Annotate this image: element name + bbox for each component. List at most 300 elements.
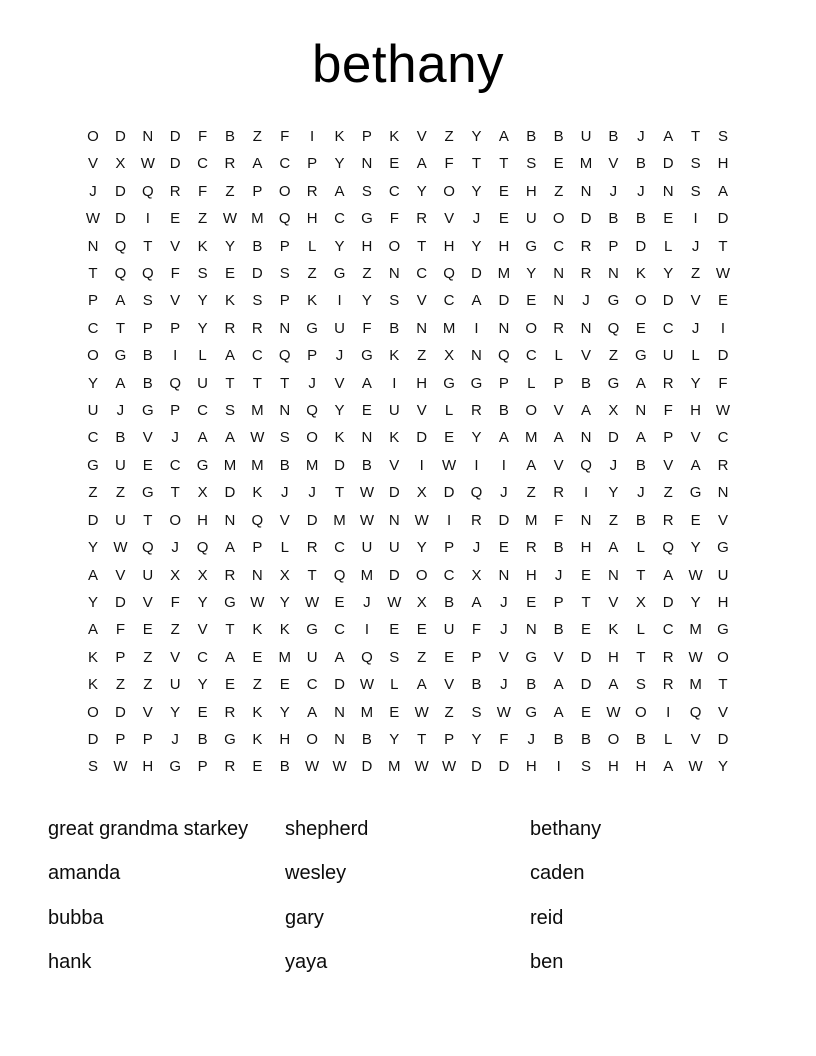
- letter-cell[interactable]: D: [114, 703, 126, 721]
- letter-cell[interactable]: W: [250, 429, 265, 447]
- letter-cell[interactable]: O: [278, 182, 291, 200]
- letter-cell[interactable]: N: [608, 265, 619, 283]
- letter-cell[interactable]: H: [608, 648, 619, 666]
- letter-cell[interactable]: N: [580, 319, 592, 337]
- letter-cell[interactable]: U: [142, 566, 154, 584]
- letter-cell[interactable]: A: [553, 429, 564, 447]
- letter-cell[interactable]: M: [305, 456, 319, 474]
- letter-cell[interactable]: L: [444, 402, 454, 420]
- letter-cell[interactable]: H: [279, 730, 291, 748]
- letter-cell[interactable]: B: [635, 210, 646, 228]
- letter-cell[interactable]: Y: [690, 593, 701, 611]
- letter-cell[interactable]: I: [556, 758, 561, 776]
- letter-cell[interactable]: O: [169, 511, 182, 529]
- letter-cell[interactable]: S: [142, 292, 153, 310]
- letter-cell[interactable]: D: [114, 182, 126, 200]
- letter-cell[interactable]: Z: [143, 676, 153, 694]
- letter-cell[interactable]: R: [471, 511, 482, 529]
- letter-cell[interactable]: B: [224, 128, 235, 145]
- letter-cell[interactable]: U: [580, 128, 592, 145]
- letter-cell[interactable]: S: [471, 703, 482, 721]
- letter-cell[interactable]: F: [444, 155, 454, 173]
- letter-cell[interactable]: S: [635, 676, 646, 694]
- letter-cell[interactable]: H: [416, 374, 428, 392]
- letter-cell[interactable]: D: [608, 429, 619, 447]
- letter-cell[interactable]: A: [115, 292, 126, 310]
- letter-cell[interactable]: U: [197, 374, 208, 392]
- word-list-item[interactable]: yaya: [285, 951, 328, 974]
- letter-cell[interactable]: Y: [197, 593, 208, 611]
- letter-cell[interactable]: S: [389, 292, 400, 310]
- letter-cell[interactable]: F: [197, 182, 208, 200]
- letter-cell[interactable]: B: [142, 347, 153, 365]
- letter-cell[interactable]: P: [361, 128, 372, 145]
- letter-cell[interactable]: J: [472, 539, 481, 557]
- letter-cell[interactable]: B: [197, 730, 208, 748]
- letter-cell[interactable]: T: [252, 374, 262, 392]
- letter-cell[interactable]: T: [143, 511, 153, 529]
- letter-cell[interactable]: E: [581, 703, 592, 721]
- letter-cell[interactable]: P: [88, 292, 99, 310]
- letter-cell[interactable]: R: [224, 758, 236, 776]
- letter-cell[interactable]: V: [170, 292, 181, 310]
- letter-cell[interactable]: D: [635, 237, 647, 255]
- letter-cell[interactable]: Z: [417, 347, 427, 365]
- letter-cell[interactable]: E: [498, 182, 509, 200]
- letter-cell[interactable]: J: [500, 676, 508, 694]
- letter-cell[interactable]: Q: [141, 265, 154, 283]
- letter-cell[interactable]: F: [362, 319, 372, 337]
- letter-cell[interactable]: D: [580, 210, 592, 228]
- letter-cell[interactable]: Q: [662, 539, 675, 557]
- letter-cell[interactable]: X: [635, 593, 646, 611]
- letter-cell[interactable]: K: [608, 621, 619, 639]
- letter-cell[interactable]: A: [252, 155, 263, 173]
- letter-cell[interactable]: D: [87, 730, 99, 748]
- letter-cell[interactable]: G: [361, 347, 373, 365]
- letter-cell[interactable]: N: [224, 511, 236, 529]
- letter-cell[interactable]: J: [308, 374, 316, 392]
- letter-cell[interactable]: T: [334, 484, 345, 502]
- letter-cell[interactable]: H: [608, 758, 619, 776]
- letter-cell[interactable]: M: [333, 511, 346, 529]
- letter-cell[interactable]: R: [169, 182, 181, 200]
- letter-cell[interactable]: C: [388, 182, 400, 200]
- letter-cell[interactable]: A: [334, 648, 345, 666]
- word-list-item[interactable]: gary: [285, 906, 324, 929]
- letter-cell[interactable]: N: [87, 237, 99, 255]
- letter-cell[interactable]: G: [306, 319, 318, 337]
- letter-cell[interactable]: I: [720, 319, 726, 337]
- letter-cell[interactable]: R: [525, 539, 537, 557]
- letter-cell[interactable]: Q: [580, 456, 592, 474]
- letter-cell[interactable]: D: [662, 292, 674, 310]
- letter-cell[interactable]: T: [636, 648, 646, 666]
- letter-cell[interactable]: I: [337, 292, 342, 310]
- letter-cell[interactable]: L: [390, 676, 399, 694]
- letter-cell[interactable]: G: [717, 621, 729, 639]
- letter-cell[interactable]: G: [525, 648, 538, 666]
- letter-cell[interactable]: C: [169, 456, 181, 474]
- letter-cell[interactable]: B: [389, 319, 400, 337]
- letter-cell[interactable]: L: [307, 237, 317, 255]
- letter-cell[interactable]: Z: [225, 182, 235, 200]
- letter-cell[interactable]: Y: [197, 319, 208, 337]
- letter-cell[interactable]: W: [387, 593, 402, 611]
- letter-cell[interactable]: J: [609, 182, 618, 200]
- letter-cell[interactable]: Y: [717, 758, 728, 776]
- letter-cell[interactable]: Q: [141, 182, 154, 200]
- letter-cell[interactable]: N: [388, 511, 400, 529]
- letter-cell[interactable]: V: [690, 429, 701, 447]
- letter-cell[interactable]: O: [87, 128, 99, 145]
- letter-cell[interactable]: Z: [444, 703, 454, 721]
- letter-cell[interactable]: N: [580, 511, 592, 529]
- letter-cell[interactable]: H: [690, 402, 702, 420]
- letter-cell[interactable]: D: [251, 265, 263, 283]
- letter-cell[interactable]: D: [471, 758, 482, 776]
- letter-cell[interactable]: B: [498, 402, 509, 420]
- letter-cell[interactable]: X: [279, 566, 290, 584]
- letter-cell[interactable]: R: [662, 511, 674, 529]
- letter-cell[interactable]: M: [360, 566, 374, 584]
- letter-cell[interactable]: R: [662, 374, 674, 392]
- letter-cell[interactable]: A: [416, 676, 427, 694]
- letter-cell[interactable]: N: [580, 182, 592, 200]
- letter-cell[interactable]: W: [305, 758, 320, 776]
- letter-cell[interactable]: J: [637, 128, 645, 145]
- letter-cell[interactable]: Y: [197, 292, 208, 310]
- letter-cell[interactable]: J: [472, 210, 481, 228]
- word-list-item[interactable]: bubba: [48, 906, 104, 929]
- letter-cell[interactable]: C: [525, 347, 537, 365]
- letter-cell[interactable]: N: [635, 402, 647, 420]
- letter-cell[interactable]: W: [715, 402, 731, 420]
- letter-cell[interactable]: S: [88, 758, 99, 776]
- letter-cell[interactable]: G: [607, 374, 620, 392]
- letter-cell[interactable]: A: [224, 648, 235, 666]
- letter-cell[interactable]: M: [579, 155, 593, 173]
- letter-cell[interactable]: R: [224, 703, 236, 721]
- letter-cell[interactable]: T: [225, 374, 235, 392]
- letter-cell[interactable]: E: [252, 758, 263, 776]
- letter-cell[interactable]: F: [499, 730, 509, 748]
- letter-cell[interactable]: T: [718, 237, 728, 255]
- letter-cell[interactable]: H: [498, 237, 510, 255]
- letter-cell[interactable]: D: [114, 593, 126, 611]
- letter-cell[interactable]: N: [416, 319, 428, 337]
- letter-cell[interactable]: G: [443, 374, 455, 392]
- letter-cell[interactable]: G: [525, 703, 538, 721]
- letter-cell[interactable]: W: [688, 758, 703, 776]
- letter-cell[interactable]: M: [278, 648, 291, 666]
- letter-cell[interactable]: K: [334, 429, 345, 447]
- letter-cell[interactable]: A: [197, 429, 208, 447]
- letter-cell[interactable]: T: [691, 128, 701, 145]
- letter-cell[interactable]: C: [334, 210, 345, 228]
- letter-cell[interactable]: I: [447, 511, 452, 529]
- letter-cell[interactable]: G: [717, 539, 729, 557]
- letter-cell[interactable]: V: [690, 292, 701, 310]
- letter-cell[interactable]: B: [553, 730, 564, 748]
- letter-cell[interactable]: Q: [498, 347, 510, 365]
- letter-cell[interactable]: E: [279, 676, 290, 694]
- letter-cell[interactable]: B: [553, 128, 564, 145]
- letter-cell[interactable]: E: [170, 210, 181, 228]
- letter-cell[interactable]: W: [332, 758, 347, 776]
- letter-cell[interactable]: I: [474, 319, 479, 337]
- letter-cell[interactable]: P: [115, 730, 126, 748]
- letter-cell[interactable]: P: [553, 374, 564, 392]
- letter-cell[interactable]: B: [635, 730, 646, 748]
- letter-cell[interactable]: N: [279, 402, 291, 420]
- letter-cell[interactable]: W: [305, 593, 320, 611]
- letter-cell[interactable]: B: [553, 621, 564, 639]
- letter-cell[interactable]: W: [442, 456, 457, 474]
- letter-cell[interactable]: P: [471, 648, 482, 666]
- letter-cell[interactable]: K: [88, 648, 99, 666]
- letter-cell[interactable]: I: [419, 456, 424, 474]
- letter-cell[interactable]: V: [88, 155, 99, 173]
- letter-cell[interactable]: B: [526, 128, 537, 145]
- letter-cell[interactable]: U: [525, 210, 537, 228]
- letter-cell[interactable]: C: [416, 265, 428, 283]
- letter-cell[interactable]: C: [87, 429, 99, 447]
- letter-cell[interactable]: D: [443, 484, 455, 502]
- letter-cell[interactable]: I: [501, 456, 506, 474]
- letter-cell[interactable]: E: [553, 155, 564, 173]
- letter-cell[interactable]: X: [471, 566, 482, 584]
- letter-cell[interactable]: V: [142, 703, 153, 721]
- letter-cell[interactable]: D: [717, 347, 729, 365]
- letter-cell[interactable]: E: [498, 539, 509, 557]
- letter-cell[interactable]: P: [170, 319, 181, 337]
- letter-cell[interactable]: G: [169, 758, 182, 776]
- letter-cell[interactable]: A: [663, 566, 674, 584]
- letter-cell[interactable]: O: [443, 182, 455, 200]
- letter-cell[interactable]: O: [552, 210, 565, 228]
- letter-cell[interactable]: A: [115, 374, 126, 392]
- letter-cell[interactable]: V: [717, 511, 728, 529]
- letter-cell[interactable]: T: [581, 593, 591, 611]
- letter-cell[interactable]: C: [553, 237, 565, 255]
- letter-cell[interactable]: T: [636, 566, 646, 584]
- letter-cell[interactable]: H: [635, 758, 647, 776]
- letter-cell[interactable]: D: [87, 511, 99, 529]
- letter-cell[interactable]: I: [310, 128, 315, 145]
- letter-cell[interactable]: U: [662, 347, 674, 365]
- letter-cell[interactable]: E: [224, 676, 235, 694]
- letter-cell[interactable]: A: [608, 676, 619, 694]
- letter-cell[interactable]: Y: [88, 374, 99, 392]
- letter-cell[interactable]: V: [197, 621, 208, 639]
- letter-cell[interactable]: R: [224, 155, 236, 173]
- letter-cell[interactable]: D: [498, 511, 510, 529]
- letter-cell[interactable]: Z: [608, 511, 619, 529]
- letter-cell[interactable]: U: [361, 539, 373, 557]
- letter-cell[interactable]: Y: [416, 182, 427, 200]
- letter-cell[interactable]: R: [306, 182, 318, 200]
- letter-cell[interactable]: Q: [278, 347, 291, 365]
- letter-cell[interactable]: L: [198, 347, 207, 365]
- letter-cell[interactable]: Y: [690, 539, 701, 557]
- letter-cell[interactable]: H: [580, 539, 592, 557]
- letter-cell[interactable]: T: [88, 265, 98, 283]
- letter-cell[interactable]: A: [581, 402, 592, 420]
- letter-cell[interactable]: V: [663, 456, 674, 474]
- letter-cell[interactable]: W: [414, 703, 429, 721]
- letter-cell[interactable]: I: [474, 456, 479, 474]
- letter-cell[interactable]: E: [334, 593, 345, 611]
- letter-cell[interactable]: A: [526, 456, 537, 474]
- letter-cell[interactable]: G: [470, 374, 483, 392]
- letter-cell[interactable]: A: [334, 182, 345, 200]
- letter-cell[interactable]: D: [224, 484, 236, 502]
- letter-cell[interactable]: Q: [114, 237, 127, 255]
- letter-cell[interactable]: A: [224, 347, 235, 365]
- letter-cell[interactable]: B: [444, 593, 455, 611]
- letter-cell[interactable]: Q: [333, 566, 346, 584]
- letter-cell[interactable]: V: [115, 566, 126, 584]
- letter-cell[interactable]: X: [416, 484, 427, 502]
- letter-cell[interactable]: N: [662, 182, 674, 200]
- letter-cell[interactable]: Z: [252, 676, 262, 694]
- letter-cell[interactable]: Y: [416, 539, 427, 557]
- letter-cell[interactable]: A: [553, 703, 564, 721]
- letter-cell[interactable]: E: [224, 265, 235, 283]
- letter-cell[interactable]: M: [497, 265, 511, 283]
- letter-cell[interactable]: P: [115, 648, 126, 666]
- letter-cell[interactable]: N: [553, 292, 565, 310]
- letter-cell[interactable]: R: [553, 484, 565, 502]
- letter-cell[interactable]: O: [306, 730, 318, 748]
- letter-cell[interactable]: O: [388, 237, 401, 255]
- letter-cell[interactable]: Y: [224, 237, 235, 255]
- letter-cell[interactable]: Y: [471, 429, 482, 447]
- word-list-item[interactable]: amanda: [48, 862, 121, 885]
- letter-cell[interactable]: Y: [663, 265, 674, 283]
- letter-cell[interactable]: Y: [608, 484, 619, 502]
- letter-cell[interactable]: Y: [88, 539, 99, 557]
- letter-cell[interactable]: D: [662, 593, 674, 611]
- letter-cell[interactable]: H: [361, 237, 373, 255]
- letter-cell[interactable]: G: [224, 730, 236, 748]
- letter-cell[interactable]: Z: [526, 484, 536, 502]
- letter-cell[interactable]: X: [416, 593, 427, 611]
- letter-cell[interactable]: F: [554, 511, 564, 529]
- letter-cell[interactable]: G: [87, 456, 99, 474]
- letter-cell[interactable]: E: [581, 566, 592, 584]
- letter-cell[interactable]: M: [251, 402, 264, 420]
- letter-cell[interactable]: N: [717, 484, 729, 502]
- letter-cell[interactable]: S: [690, 155, 701, 173]
- letter-cell[interactable]: D: [580, 648, 592, 666]
- letter-cell[interactable]: U: [87, 402, 99, 420]
- letter-cell[interactable]: G: [634, 347, 647, 365]
- letter-cell[interactable]: F: [718, 374, 728, 392]
- letter-cell[interactable]: V: [416, 402, 427, 420]
- letter-cell[interactable]: T: [115, 319, 125, 337]
- letter-cell[interactable]: R: [471, 402, 482, 420]
- letter-cell[interactable]: J: [116, 402, 125, 420]
- letter-cell[interactable]: L: [691, 347, 700, 365]
- letter-cell[interactable]: N: [361, 155, 373, 173]
- letter-cell[interactable]: H: [525, 758, 537, 776]
- letter-cell[interactable]: J: [637, 484, 645, 502]
- word-list-item[interactable]: bethany: [530, 817, 602, 840]
- letter-cell[interactable]: J: [527, 730, 535, 748]
- letter-cell[interactable]: W: [359, 511, 374, 529]
- letter-cell[interactable]: F: [280, 128, 290, 145]
- letter-cell[interactable]: E: [416, 621, 427, 639]
- letter-cell[interactable]: B: [581, 730, 592, 748]
- letter-cell[interactable]: A: [416, 155, 427, 173]
- letter-cell[interactable]: G: [333, 265, 346, 283]
- letter-cell[interactable]: W: [222, 210, 238, 228]
- letter-cell[interactable]: Q: [278, 210, 291, 228]
- letter-cell[interactable]: W: [688, 648, 703, 666]
- letter-cell[interactable]: P: [307, 155, 318, 173]
- letter-cell[interactable]: K: [635, 265, 646, 283]
- letter-cell[interactable]: N: [142, 128, 154, 145]
- letter-cell[interactable]: P: [608, 237, 619, 255]
- letter-cell[interactable]: B: [361, 456, 372, 474]
- letter-cell[interactable]: N: [553, 265, 565, 283]
- letter-cell[interactable]: E: [252, 648, 263, 666]
- letter-cell[interactable]: N: [388, 265, 400, 283]
- letter-cell[interactable]: D: [388, 484, 400, 502]
- letter-cell[interactable]: C: [334, 539, 345, 557]
- letter-cell[interactable]: E: [526, 593, 537, 611]
- letter-cell[interactable]: P: [498, 374, 509, 392]
- letter-cell[interactable]: A: [88, 566, 99, 584]
- letter-cell[interactable]: E: [444, 429, 455, 447]
- letter-cell[interactable]: J: [500, 621, 508, 639]
- letter-cell[interactable]: J: [500, 593, 508, 611]
- letter-cell[interactable]: R: [224, 566, 236, 584]
- letter-cell[interactable]: K: [252, 703, 263, 721]
- letter-cell[interactable]: N: [361, 429, 373, 447]
- letter-cell[interactable]: N: [525, 621, 537, 639]
- letter-cell[interactable]: T: [417, 237, 427, 255]
- letter-cell[interactable]: P: [307, 347, 318, 365]
- letter-cell[interactable]: P: [142, 319, 153, 337]
- letter-cell[interactable]: E: [142, 456, 153, 474]
- letter-cell[interactable]: R: [416, 210, 428, 228]
- letter-cell[interactable]: K: [279, 621, 290, 639]
- letter-cell[interactable]: U: [334, 319, 345, 337]
- letter-cell[interactable]: Z: [143, 648, 153, 666]
- letter-cell[interactable]: L: [554, 347, 563, 365]
- letter-cell[interactable]: K: [197, 237, 208, 255]
- letter-cell[interactable]: R: [251, 319, 263, 337]
- letter-cell[interactable]: T: [280, 374, 290, 392]
- letter-cell[interactable]: C: [197, 402, 208, 420]
- letter-cell[interactable]: B: [361, 730, 372, 748]
- letter-cell[interactable]: Q: [361, 648, 373, 666]
- letter-cell[interactable]: A: [717, 182, 728, 200]
- letter-cell[interactable]: B: [142, 374, 153, 392]
- letter-cell[interactable]: D: [416, 429, 428, 447]
- letter-cell[interactable]: S: [279, 429, 290, 447]
- letter-cell[interactable]: Z: [197, 210, 208, 228]
- letter-cell[interactable]: V: [389, 456, 400, 474]
- letter-cell[interactable]: D: [717, 210, 729, 228]
- letter-cell[interactable]: U: [388, 402, 400, 420]
- letter-cell[interactable]: I: [693, 210, 698, 228]
- letter-cell[interactable]: T: [143, 237, 153, 255]
- letter-cell[interactable]: Y: [389, 730, 400, 748]
